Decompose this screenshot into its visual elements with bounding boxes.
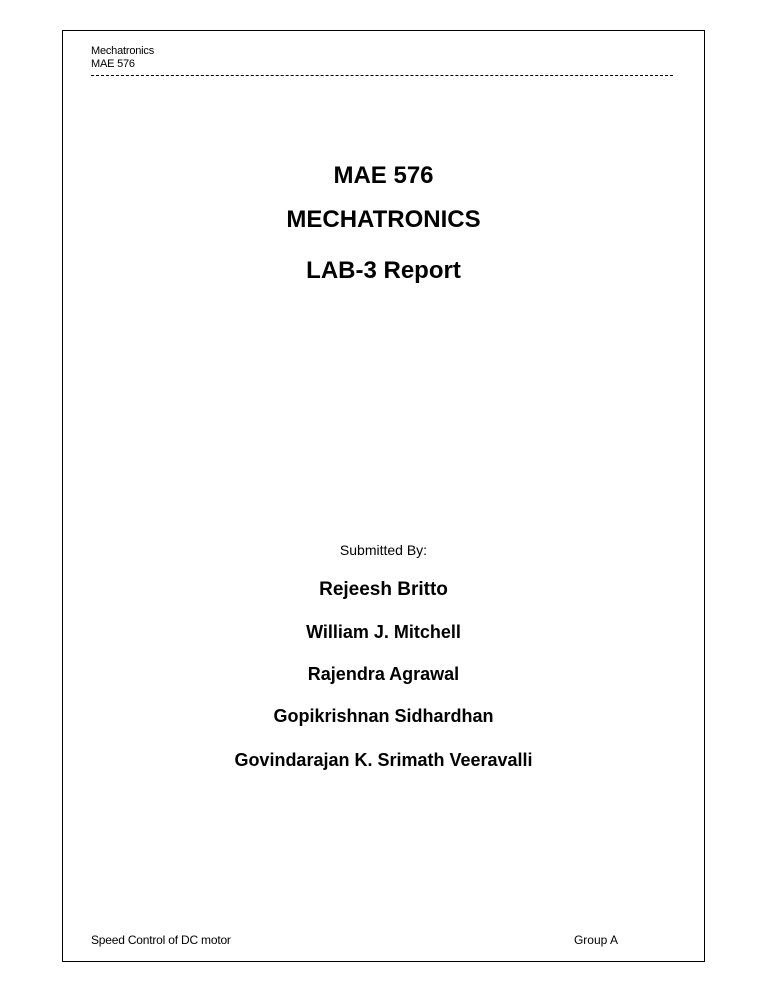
author-name: Govindarajan K. Srimath Veeravalli bbox=[234, 750, 533, 770]
header-divider bbox=[91, 75, 673, 76]
submitted-by-label: Submitted By: bbox=[339, 542, 428, 558]
header-course-code: MAE 576 bbox=[91, 58, 135, 70]
author-name: William J. Mitchell bbox=[306, 622, 461, 642]
author-name: Gopikrishnan Sidhardhan bbox=[273, 706, 494, 726]
title-report: LAB-3 Report bbox=[306, 257, 461, 284]
author-name: Rejeesh Britto bbox=[319, 579, 448, 600]
page-header bbox=[91, 45, 154, 71]
header-subject: Mechatronics bbox=[91, 45, 155, 57]
author-name: Rajendra Agrawal bbox=[307, 664, 460, 684]
footer-title: Speed Control of DC motor bbox=[91, 933, 231, 947]
footer-group: Group A bbox=[573, 933, 618, 947]
document-page bbox=[62, 30, 705, 962]
title-course-code: MAE 576 bbox=[333, 162, 434, 189]
title-course-name: MECHATRONICS bbox=[286, 206, 481, 233]
